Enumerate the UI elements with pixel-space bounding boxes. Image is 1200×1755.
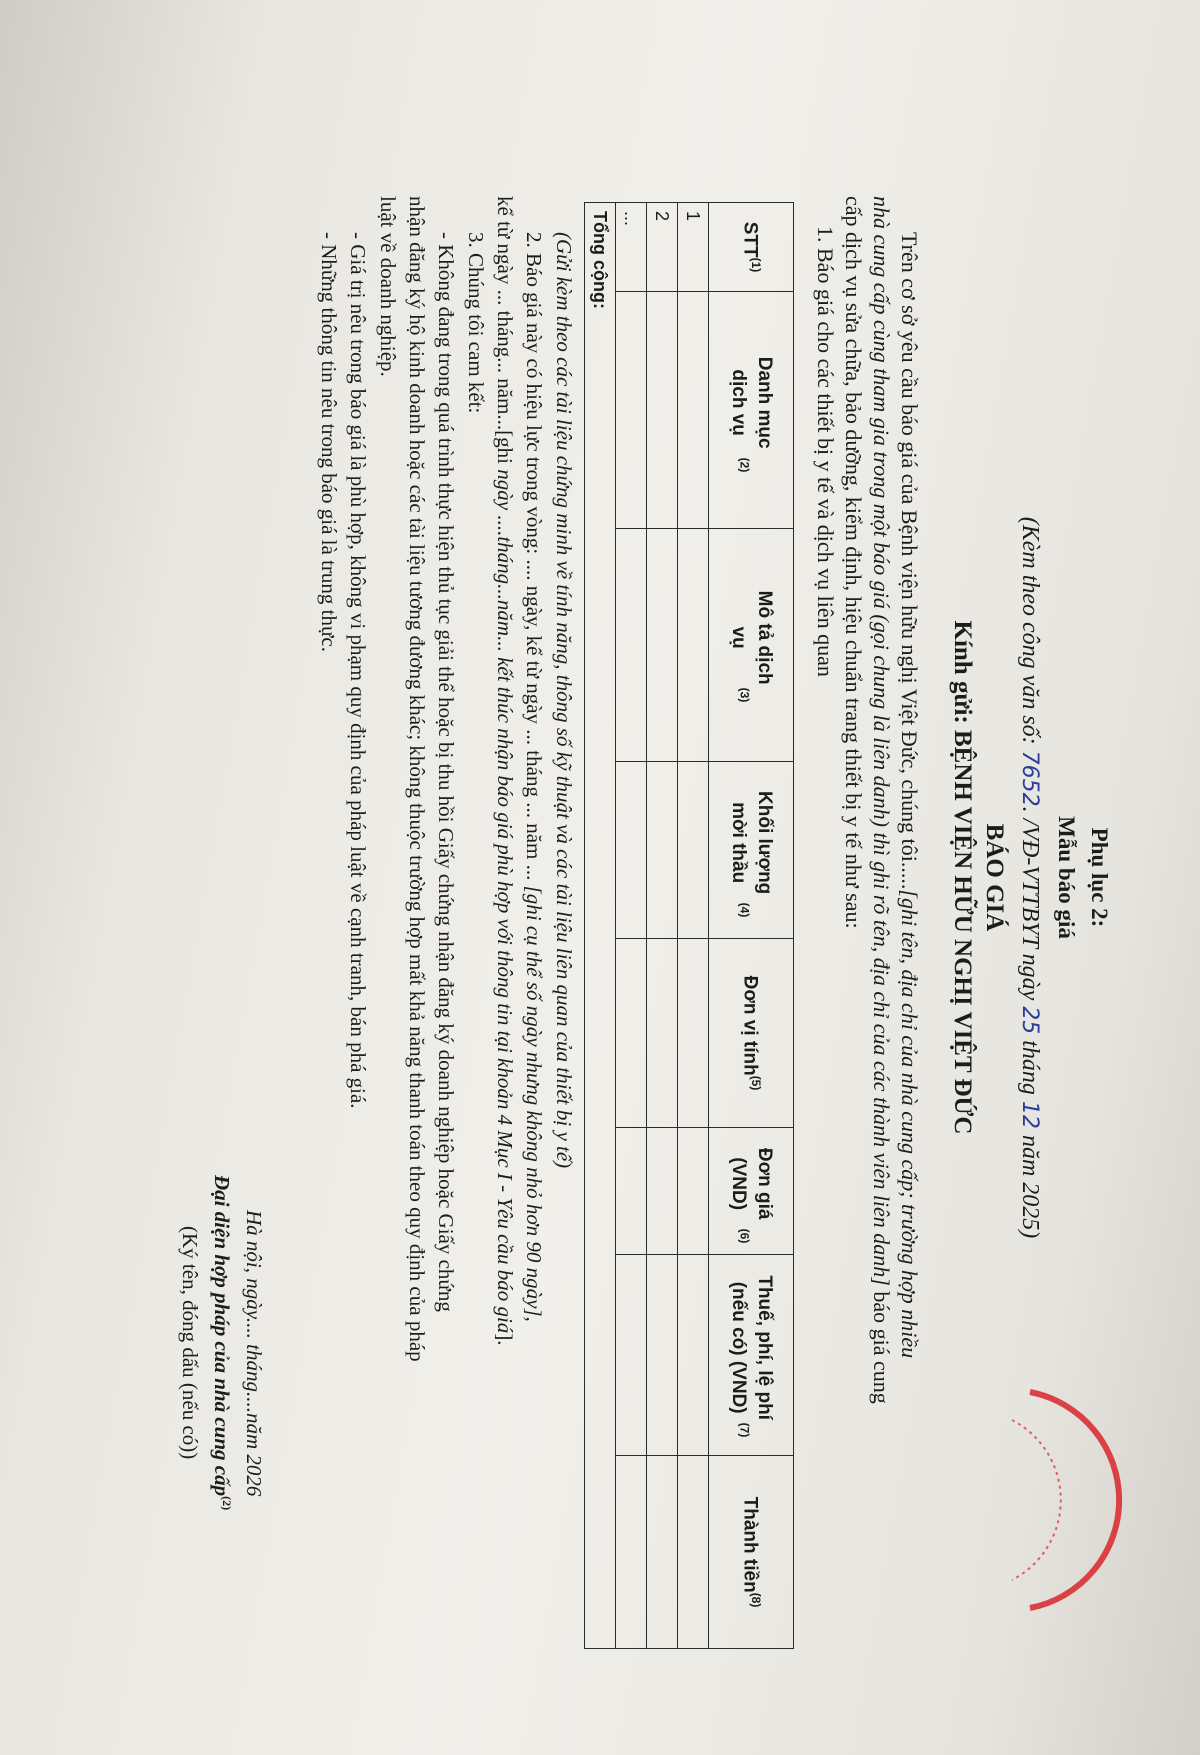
- validity-text-d: ngày ....tháng...năm... kết thúc nhận báo giá phù hợp với thông tin tại khoản 4 Mục I - Yêu cầu báo giá: [493, 469, 517, 1334]
- document-title: BÁO GIÁ: [981, 823, 1008, 932]
- validity-text-e: ].: [493, 1333, 517, 1346]
- intro-text-1b: [ghi tên, địa chỉ của nhà cung cấp; trường hợp nhiều: [897, 889, 922, 1359]
- attach-month: tháng: [1017, 1034, 1043, 1101]
- attach-prefix: (Kèm theo công văn số:: [1017, 516, 1043, 751]
- commitment-1-line-2: nhận đăng ký hộ kinh doanh hoặc các tài liệu tương đương khác; không thuộc trường hợp mất khả năng thanh toán theo quy định của pháp: [405, 196, 429, 1362]
- intro-line-1: [896, 232, 922, 1358]
- validity-line-1: [521, 232, 546, 1322]
- validity-text-c: kể từ ngày ... tháng... năm...[ghi: [493, 196, 517, 470]
- sign-note: (Ký tên, đóng dấu (nếu có)): [178, 1226, 202, 1460]
- table-row: [616, 203, 647, 1649]
- representative-label: Đại diện hợp pháp của nhà cung cấp$^{(2)}$: [210, 1175, 234, 1511]
- attachment-note: (Gửi kèm theo các tài liệu chứng minh về tính năng, thông số kỹ thuật và các tài liệu liên quan của thiết bị y tế): [552, 232, 576, 1169]
- table-row: [678, 203, 709, 1649]
- validity-text-a: 2. Báo giá này có hiệu lực trong vòng: .... ngày, kể từ ngày ... tháng ... năm ...: [522, 232, 546, 886]
- header-service-description: Mô tả dịch vụ$^{(3)}$: [709, 529, 794, 762]
- header-stt: STT$^{(1)}$: [709, 203, 794, 292]
- section-1-heading: 1. Báo giá cho các thiết bị y tế và dịch vụ liên quan: [813, 226, 838, 677]
- annex-heading: Phụ lục 2:: [1087, 827, 1112, 928]
- header-taxes-fees: Thuế, phí, lệ phí (nếu có) (VND)$^{(7)}$: [709, 1255, 794, 1456]
- header-unit: Đơn vị tính$^{(5)}$: [709, 939, 794, 1128]
- commitment-2: - Giá trị nêu trong báo giá là phù hợp, không vi phạm quy định của pháp luật về cạnh tranh, bán phá giá.: [346, 232, 370, 1109]
- table-header-row: [709, 203, 794, 1649]
- intro-text-1a: Trên cơ sở yêu cầu báo giá của Bệnh viện hữu nghị Việt Đức, chúng tôi.....: [897, 232, 922, 890]
- handwritten-doc-number: 7652: [1017, 750, 1042, 807]
- recipient-line: Kính gửi: BỆNH VIỆN HỮU NGHỊ VIỆT ĐỨC: [949, 620, 976, 1135]
- header-unit-price: Đơn giá (VND)$^{(6)}$: [709, 1128, 794, 1255]
- quote-table: [584, 202, 794, 1649]
- commitment-1-line-1: - Không đang trong quá trình thực hiện thủ tục giải thể hoặc bị thu hồi Giấy chứng nhận đăng ký doanh nghiệp hoặc Giấy chứng: [434, 232, 458, 1312]
- handwritten-month: 12: [1017, 1100, 1042, 1129]
- attach-middle: . /VĐ-VTTBYT ngày: [1017, 806, 1043, 1007]
- commitment-3: - Những thông tin nêu trong báo giá là trung thực.: [317, 232, 341, 652]
- table-total-row: [585, 203, 616, 1649]
- header-service-list: Danh mục dịch vụ$^{(2)}$: [709, 292, 794, 529]
- red-seal-stamp: [1010, 1380, 1200, 1620]
- intro-text-2b: báo giá cung: [869, 1285, 894, 1404]
- row-number: ...: [616, 203, 647, 292]
- intro-line-3: cấp dịch vụ sửa chữa, bảo dưỡng, kiểm định, hiệu chuẩn trang thiết bị y tế như sau:: [841, 196, 866, 929]
- place-date: Hà nội, ngày.... tháng....năm 2026: [242, 1210, 266, 1497]
- commitment-1-line-3: luật về doanh nghiệp.: [376, 196, 400, 377]
- header-quantity: Khối lượng mời thầu$^{(4)}$: [709, 762, 794, 939]
- intro-text-2a: nhà cung cấp cùng tham gia trong một báo giá (gọi chung là liên danh) thì ghi rõ tên, địa chỉ của các thành viên liên danh]: [869, 196, 894, 1286]
- handwritten-day: 25: [1017, 1006, 1042, 1035]
- attach-suffix: năm 2025): [1017, 1128, 1043, 1239]
- commitment-heading: 3. Chúng tôi cam kết:: [464, 232, 488, 414]
- table-row: [647, 203, 678, 1649]
- row-number: 2: [647, 203, 678, 292]
- intro-line-2: [868, 196, 894, 1404]
- form-name: Mẫu báo giá: [1054, 816, 1079, 939]
- row-number: 1: [678, 203, 709, 292]
- total-label: Tổng cộng:: [585, 203, 616, 1649]
- validity-text-b: [ghi cụ thể số ngày nhưng không nhỏ hơn 90 ngày],: [522, 885, 546, 1322]
- header-total-amount: Thành tiền$^{(8)}$: [709, 1456, 794, 1649]
- validity-line-2: [492, 196, 517, 1346]
